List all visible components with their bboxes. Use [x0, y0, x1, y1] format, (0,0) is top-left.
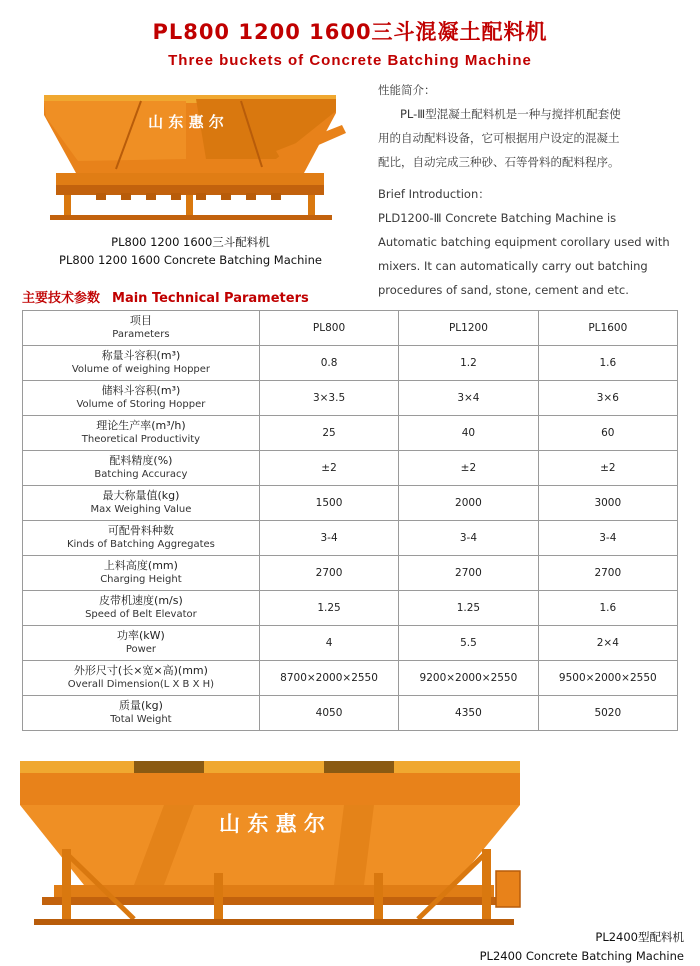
row-label-en: Volume of weighing Hopper	[71, 364, 211, 375]
row-label-en: Speed of Belt Elevator	[85, 609, 197, 620]
row-value-cell: 3-4	[538, 521, 677, 556]
table-header-cell-param	[23, 311, 260, 346]
row-label-cell	[23, 416, 260, 451]
row-value-cell: 4350	[399, 696, 538, 731]
row-value-cell: 1.25	[259, 591, 398, 626]
table-row	[23, 416, 678, 451]
row-label-cn: 外形尺寸(长×宽×高)(mm)	[73, 664, 208, 677]
row-value-cell: 40	[399, 416, 538, 451]
row-label-en: Theoretical Productivity	[81, 434, 201, 445]
row-label-cn: 理论生产率(m³/h)	[96, 419, 186, 432]
row-value-cell: 3000	[538, 486, 677, 521]
top-image-caption	[18, 233, 363, 269]
row-value-cell: 2700	[259, 556, 398, 591]
table-header-col-1: PL1200	[399, 311, 538, 346]
row-label-cell	[23, 521, 260, 556]
row-label-cell	[23, 451, 260, 486]
row-value-cell: 1.6	[538, 346, 677, 381]
intro-en-line-3: mixers. It can automatically carry out batching	[378, 259, 648, 273]
top-caption-en: PL800 1200 1600 Concrete Batching Machine	[59, 253, 322, 267]
header-label-en: Parameters	[112, 329, 170, 340]
row-value-cell: 9500×2000×2550	[538, 661, 677, 696]
section-heading-en: Main Technical Parameters	[112, 291, 309, 306]
section-heading-cn: 主要技术参数	[22, 291, 101, 306]
row-label-en: Volume of Storing Hopper	[76, 399, 206, 410]
bottom-section	[0, 753, 700, 963]
row-label-cell	[23, 381, 260, 416]
row-value-cell: 1.2	[399, 346, 538, 381]
row-label-cn: 最大称量值(kg)	[102, 489, 180, 502]
row-value-cell: 5.5	[399, 626, 538, 661]
row-value-cell: 9200×2000×2550	[399, 661, 538, 696]
bottom-caption-cn: PL2400型配料机	[595, 930, 684, 944]
row-value-cell: 4050	[259, 696, 398, 731]
row-value-cell: 8700×2000×2550	[259, 661, 398, 696]
row-label-cn: 皮带机速度(m/s)	[99, 594, 183, 607]
intro-en-line-4: procedures of sand, stone, cement and etc.	[378, 283, 629, 297]
intro-cn-line-1: PL-Ⅲ型混凝土配料机是一种与搅拌机配套使	[400, 107, 621, 121]
row-value-cell: 0.8	[259, 346, 398, 381]
row-value-cell: 1.6	[538, 591, 677, 626]
row-value-cell: ±2	[538, 451, 677, 486]
intro-heading-en: Brief Introduction：	[378, 187, 490, 201]
row-label-en: Max Weighing Value	[90, 504, 192, 515]
table-header-row	[23, 311, 678, 346]
row-value-cell: 2700	[399, 556, 538, 591]
table-row	[23, 381, 678, 416]
row-label-cell	[23, 556, 260, 591]
intro-en-line-1: PLD1200-Ⅲ Concrete Batching Machine is	[378, 211, 617, 225]
table-row	[23, 556, 678, 591]
row-value-cell: 60	[538, 416, 677, 451]
row-label-en: Batching Accuracy	[94, 469, 188, 480]
row-value-cell: 4	[259, 626, 398, 661]
row-label-cell	[23, 696, 260, 731]
row-value-cell: 3-4	[399, 521, 538, 556]
parameters-table-wrap	[22, 310, 678, 731]
row-label-cn: 可配骨料种数	[107, 524, 174, 537]
table-body	[23, 311, 678, 731]
row-label-en: Charging Height	[100, 574, 182, 585]
row-value-cell: 3×3.5	[259, 381, 398, 416]
bottom-caption-en: PL2400 Concrete Batching Machine	[479, 949, 684, 963]
row-label-en: Power	[125, 644, 157, 655]
row-label-cell	[23, 486, 260, 521]
row-value-cell: 3×4	[399, 381, 538, 416]
table-row	[23, 591, 678, 626]
row-label-en: Total Weight	[110, 714, 172, 725]
row-value-cell: 2000	[399, 486, 538, 521]
table-header-col-0: PL800	[259, 311, 398, 346]
document-page	[0, 16, 700, 963]
table-row	[23, 486, 678, 521]
row-value-cell: 5020	[538, 696, 677, 731]
brand-watermark-top: 山 东 惠 尔	[148, 113, 224, 131]
table-row	[23, 661, 678, 696]
intro-en-line-2: Automatic batching equipment corollary used with	[378, 235, 670, 249]
intro-cn-line-2: 用的自动配料设备，它可根据用户设定的混凝土	[378, 131, 620, 145]
row-label-cn: 功率(kW)	[117, 629, 165, 642]
row-value-cell: 1500	[259, 486, 398, 521]
row-label-cell	[23, 626, 260, 661]
table-row	[23, 626, 678, 661]
bottom-image-caption	[384, 928, 684, 966]
top-section	[0, 81, 700, 297]
table-header-col-2: PL1600	[538, 311, 677, 346]
row-label-cn: 上料高度(mm)	[103, 559, 178, 572]
row-label-cell	[23, 661, 260, 696]
row-value-cell: 2×4	[538, 626, 677, 661]
row-value-cell: 2700	[538, 556, 677, 591]
intro-cn-line-3: 配比，自动完成三种砂、石等骨料的配料程序。	[378, 155, 620, 169]
row-value-cell: ±2	[399, 451, 538, 486]
batching-machine-photo-bottom	[14, 753, 534, 938]
main-technical-parameters-table	[22, 310, 678, 731]
introduction-block	[378, 79, 678, 303]
row-label-en: Overall Dimension(L X B X H)	[67, 679, 215, 690]
row-label-cn: 质量(kg)	[118, 699, 163, 712]
page-title-cn: PL800 1200 1600三斗混凝土配料机	[152, 20, 548, 44]
row-label-cell	[23, 591, 260, 626]
row-value-cell: 25	[259, 416, 398, 451]
row-label-cn: 配料精度(%)	[109, 454, 173, 467]
row-value-cell: 1.25	[399, 591, 538, 626]
row-value-cell: 3×6	[538, 381, 677, 416]
row-label-cell	[23, 346, 260, 381]
intro-spacer	[378, 175, 678, 183]
row-value-cell: 3-4	[259, 521, 398, 556]
intro-heading-cn: 性能简介：	[378, 83, 436, 97]
row-label-cn: 储料斗容积(m³)	[101, 384, 181, 397]
brand-watermark-bottom: 山 东 惠 尔	[219, 812, 325, 836]
batching-machine-photo-top	[36, 81, 346, 221]
row-label-en: Kinds of Batching Aggregates	[66, 539, 215, 550]
table-row	[23, 346, 678, 381]
row-label-cn: 称量斗容积(m³)	[101, 349, 181, 362]
top-caption-cn: PL800 1200 1600三斗配料机	[111, 235, 270, 249]
table-row	[23, 521, 678, 556]
row-value-cell: ±2	[259, 451, 398, 486]
table-row	[23, 696, 678, 731]
table-row	[23, 451, 678, 486]
page-title-en: Three buckets of Concrete Batching Machine	[168, 52, 532, 69]
header-label-cn: 项目	[129, 314, 152, 327]
